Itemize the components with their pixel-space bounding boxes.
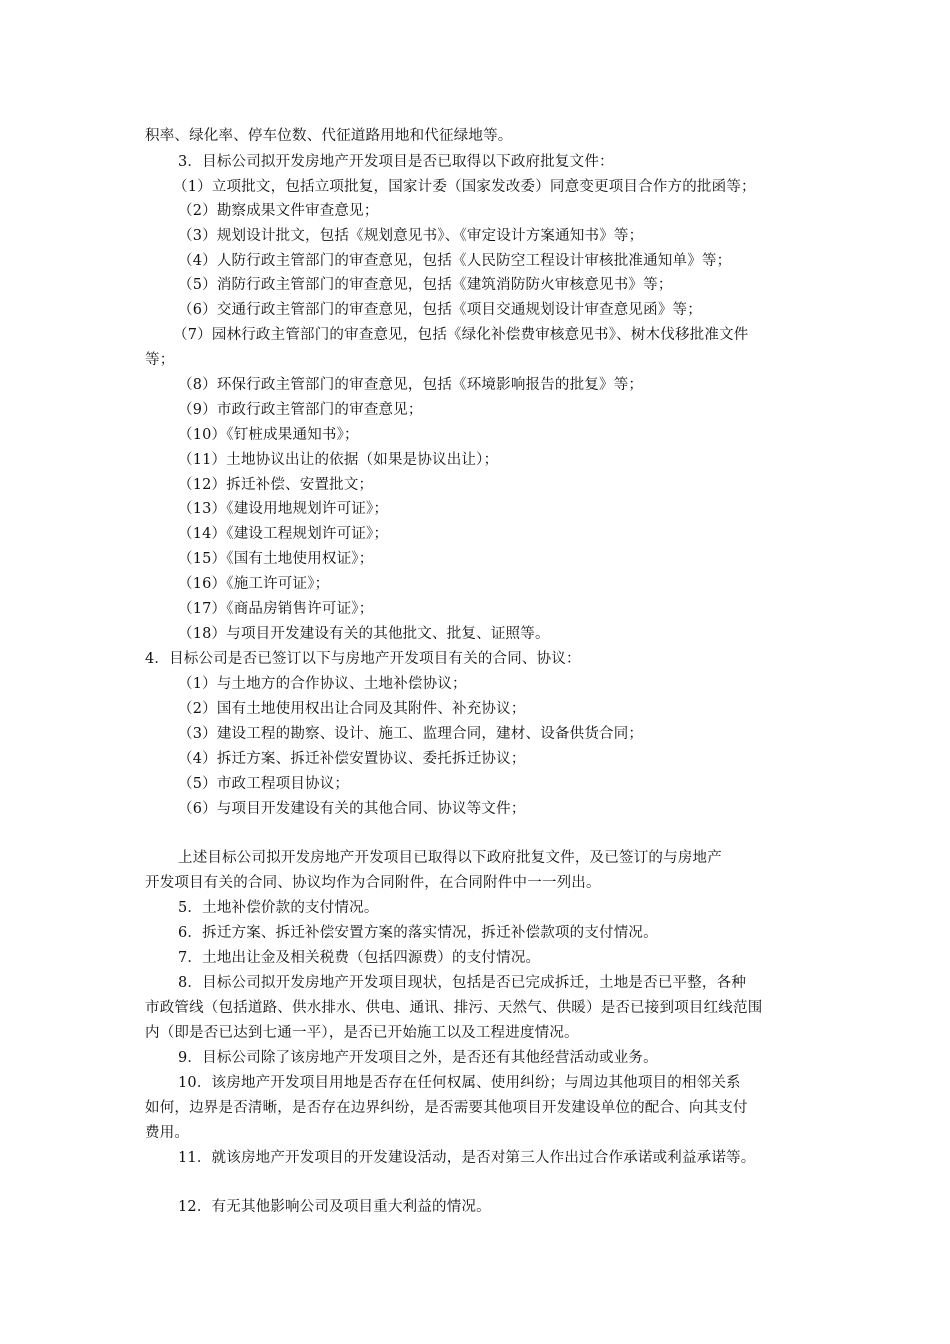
list-item: （4）拆迁方案、拆迁补偿安置协议、委托拆迁协议； [178,751,526,767]
list-item: （8）环保行政主管部门的审查意见，包括《环境影响报告的批复》等； [178,377,644,393]
paragraph-line: 费用。 [145,1125,190,1141]
list-item: （2）国有土地使用权出让合同及其附件、补充协议； [178,701,526,717]
list-item: （3）建设工程的勘察、设计、施工、监理合同，建材、设备供货合同； [178,726,644,742]
paragraph-line: 积率、绿化率、停车位数、代征道路用地和代征绿地等。 [145,128,513,144]
list-item: （5）消防行政主管部门的审查意见，包括《建筑消防防火审核意见书》等； [178,277,673,293]
list-item: （2）勘察成果文件审查意见； [178,203,379,219]
section-heading-8: 8．目标公司拟开发房地产开发项目现状，包括是否已完成拆迁，土地是否已平整，各种 [178,975,747,991]
section-heading-12: 12．有无其他影响公司及项目重大利益的情况。 [178,1199,491,1215]
section-heading-11: 11．就该房地产开发项目的开发建设活动，是否对第三人作出过合作承诺或利益承诺等。 [178,1150,756,1166]
list-item: （10）《钉桩成果通知书》； [178,427,359,443]
paragraph-line: 内（即是否已达到七通一平），是否已开始施工以及工程进度情况。 [145,1025,579,1041]
list-item: （4）人防行政主管部门的审查意见，包括《人民防空工程设计审核批准通知单》等； [178,253,732,269]
list-item: （1）立项批文，包括立项批复，国家计委（国家发改委）同意变更项目合作方的批函等； [173,179,756,195]
list-item-continuation: 等； [145,352,175,368]
paragraph-line: 如何，边界是否清晰，是否存在边界纠纷，是否需要其他项目开发建设单位的配合、向其支付 [145,1100,748,1116]
list-item: （13）《建设用地规划许可证》； [178,501,389,517]
section-heading-9: 9．目标公司除了该房地产开发项目之外，是否还有其他经营活动或业务。 [178,1050,658,1066]
paragraph-line: 上述目标公司拟开发房地产开发项目已取得以下政府批复文件，及已签订的与房地产 [178,850,722,866]
section-heading-3: 3．目标公司拟开发房地产开发项目是否已取得以下政府批复文件： [178,154,614,170]
section-heading-4: 4．目标公司是否已签订以下与房地产开发项目有关的合同、协议： [145,651,581,667]
section-heading-6: 6．拆迁方案、拆迁补偿安置方案的落实情况，拆迁补偿款项的支付情况。 [178,925,658,941]
paragraph-line: 市政管线（包括道路、供水排水、供电、通讯、排污、天然气、供暖）是否已接到项目红线范围 [145,1000,763,1016]
list-item: （7）园林行政主管部门的审查意见，包括《绿化补偿费审核意见书》、树木伐移批准文件 [173,327,749,343]
list-item: （15）《国有土地使用权证》； [178,551,374,567]
list-item: （6）交通行政主管部门的审查意见，包括《项目交通规划设计审查意见函》等； [178,302,702,318]
list-item: （16）《施工许可证》； [178,576,330,592]
list-item: （17）《商品房销售许可证》； [178,601,374,617]
section-heading-5: 5．土地补偿价款的支付情况。 [178,900,379,916]
list-item: （6）与项目开发建设有关的其他合同、协议等文件； [178,801,526,817]
section-heading-7: 7．土地出让金及相关税费（包括四源费）的支付情况。 [178,950,541,966]
list-item: （18）与项目开发建设有关的其他批文、批复、证照等。 [178,626,550,642]
paragraph-line: 开发项目有关的合同、协议均作为合同附件，在合同附件中一一列出。 [145,875,601,891]
section-heading-10: 10．该房地产开发项目用地是否存在任何权属、使用纠纷；与周边其他项目的相邻关系 [178,1075,741,1091]
list-item: （3）规划设计批文，包括《规划意见书》、《审定设计方案通知书》等； [178,228,644,244]
list-item: （11）土地协议出让的依据（如果是协议出让）； [178,452,499,468]
list-item: （12）拆迁补偿、安置批文； [178,477,374,493]
list-item: （5）市政工程项目协议； [178,776,350,792]
list-item: （14）《建设工程规划许可证》； [178,526,389,542]
list-item: （1）与土地方的合作协议、土地补偿协议； [178,676,467,692]
list-item: （9）市政行政主管部门的审查意见； [178,402,423,418]
